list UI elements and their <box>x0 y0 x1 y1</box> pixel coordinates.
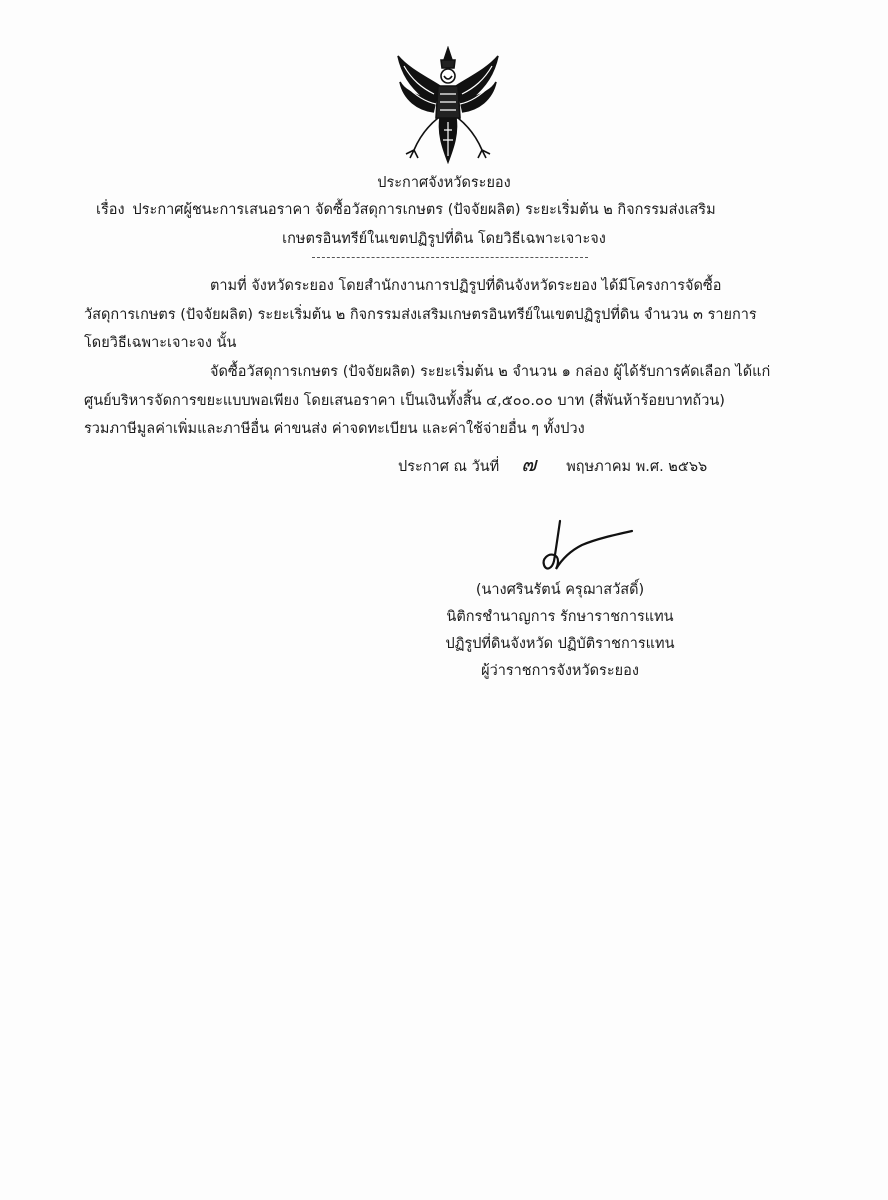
paragraph-2 <box>84 358 806 444</box>
paragraph-1-line-2: วัสดุการเกษตร (ปัจจัยผลิต) ระยะเริ่มต้น ๒ กิจกรรมส่งเสริมเกษตรอินทรีย์ในเขตปฏิรูปที่ดิน จำนวน ๓ รายการ <box>84 306 757 323</box>
announce-month-year: พฤษภาคม พ.ศ. ๒๕๖๖ <box>566 459 708 475</box>
garuda-emblem-icon <box>394 46 502 164</box>
document-title: ประกาศจังหวัดระยอง <box>377 175 511 191</box>
subject-text-1: ประกาศผู้ชนะการเสนอราคา จัดซื้อวัสดุการเกษตร (ปัจจัยผลิต) ระยะเริ่มต้น ๒ กิจกรรมส่งเสริม <box>132 202 716 218</box>
handwritten-signature-icon <box>536 515 636 575</box>
paragraph-1-line-3: โดยวิธีเฉพาะเจาะจง นั้น <box>84 335 237 351</box>
subject-line-2: เกษตรอินทรีย์ในเขตปฏิรูปที่ดิน โดยวิธีเฉพาะเจาะจง <box>282 231 606 247</box>
paragraph-2-line-3: รวมภาษีมูลค่าเพิ่มและภาษีอื่น ค่าขนส่ง ค่าจดทะเบียน และค่าใช้จ่ายอื่น ๆ ทั้งปวง <box>84 421 585 437</box>
paragraph-2-line-2: ศูนย์บริหารจัดการขยะแบบพอเพียง โดยเสนอราคา เป็นเงินทั้งสิ้น ๔,๕๐๐.๐๐ บาท (สี่พันห้าร้อยบาทถ้วน) <box>84 392 725 409</box>
subject-line-1 <box>96 199 796 221</box>
announcement-date <box>398 450 707 481</box>
paragraph-1-line-1: ตามที่ จังหวัดระยอง โดยสำนักงานการปฏิรูปที่ดินจังหวัดระยอง ได้มีโครงการจัดซื้อ <box>210 278 722 294</box>
signer-name: (นางศรินรัตน์ ครุฌาสวัสดิ์) <box>475 582 645 598</box>
announce-day: ๗ <box>521 452 537 476</box>
paragraph-2-line-1: จัดซื้อวัสดุการเกษตร (ปัจจัยผลิต) ระยะเริ่มต้น ๒ จำนวน ๑ กล่อง ผู้ได้รับการคัดเลือก ได้แก่ <box>210 364 771 380</box>
signer-position-1: นิติกรชำนาญการ รักษาราชการแทน <box>446 609 674 625</box>
signer-position-2: ปฏิรูปที่ดินจังหวัด ปฏิบัติราชการแทน <box>445 636 675 652</box>
subject-label: เรื่อง <box>96 202 125 218</box>
dashed-divider <box>312 257 588 258</box>
paragraph-1 <box>84 272 806 358</box>
announce-label: ประกาศ ณ วันที่ <box>398 459 500 475</box>
signer-position-3: ผู้ว่าราชการจังหวัดระยอง <box>481 663 639 679</box>
